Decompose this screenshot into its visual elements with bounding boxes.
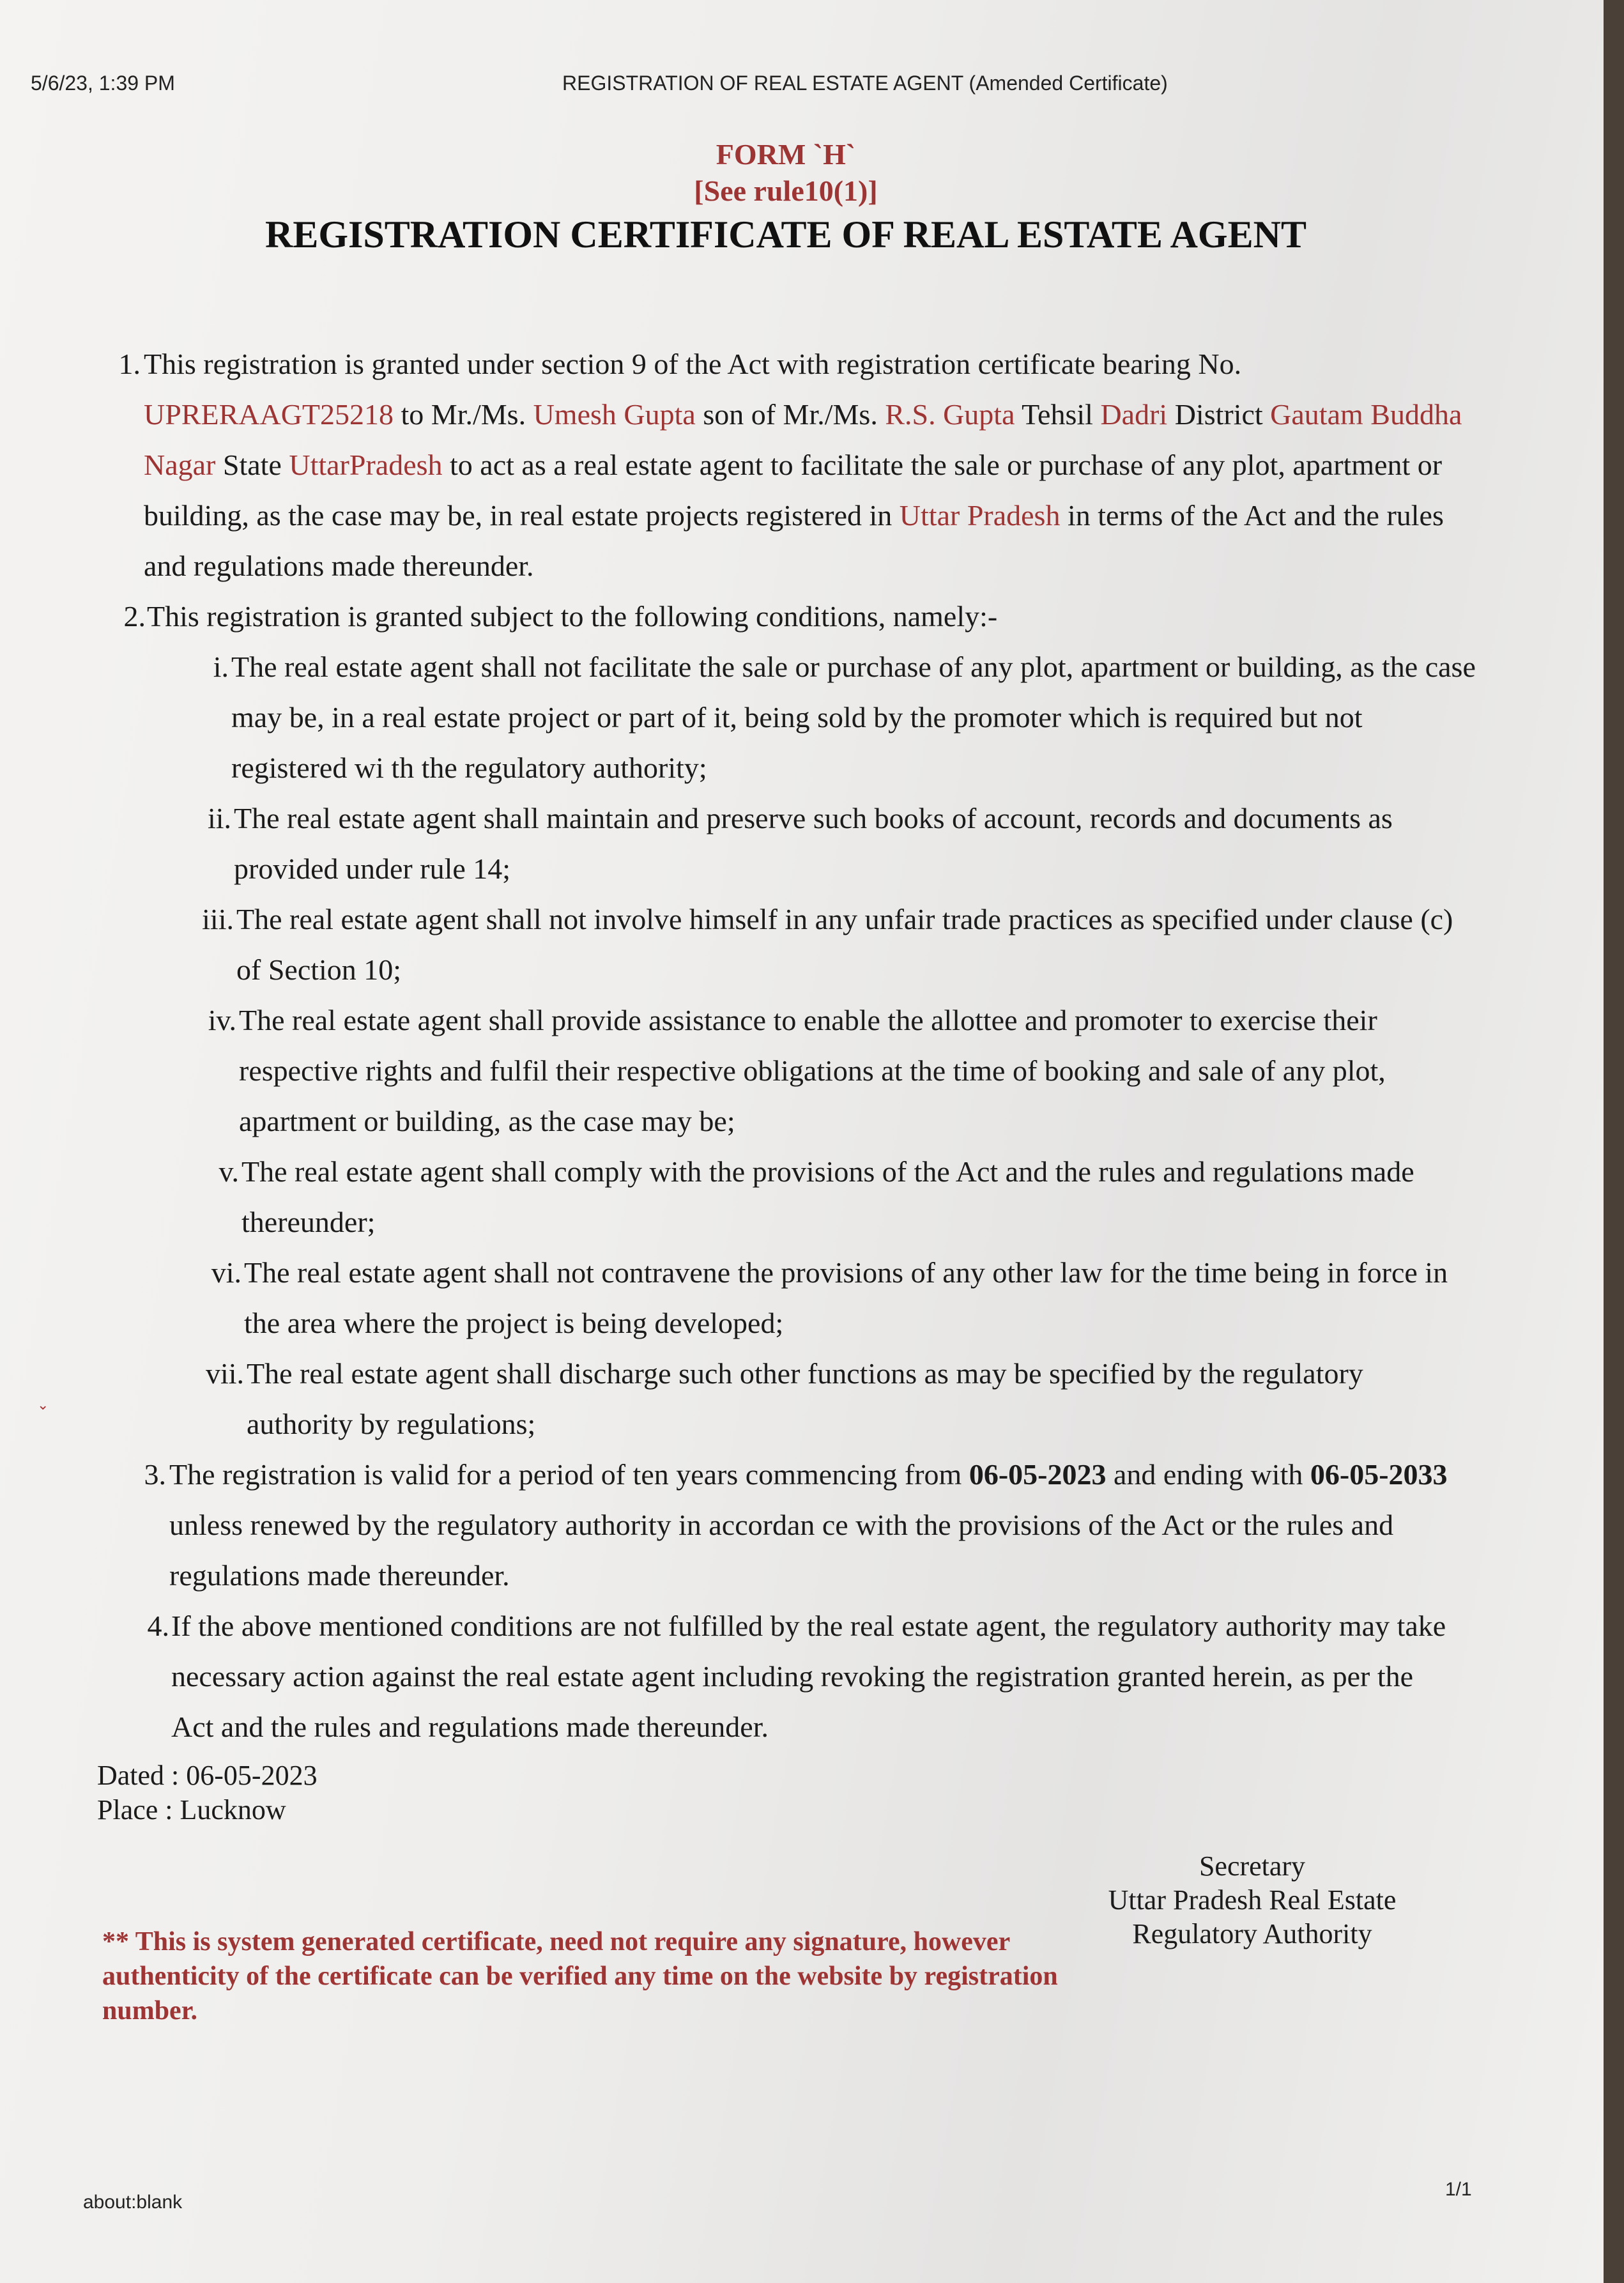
condition-item [0,642,1604,793]
date-place-block [97,1758,318,1827]
condition-text: The real estate agent shall not contravene the provisions of any other law for the time being in force in the area where the project is being developed; [244,1256,1448,1339]
condition-text: The real estate agent shall provide assistance to enable the allottee and promoter to exercise their respective rights and fulfil their respective obligations at the time of booking and sale of any plot, apartment or building, as the case may be; [239,1004,1386,1137]
condition-item [0,793,1604,894]
condition-number: iv. [208,1004,236,1036]
condition-item [0,1146,1604,1247]
condition-item [0,894,1604,995]
validity-start-date: 06-05-2023 [969,1458,1107,1491]
paragraph-text: If the above mentioned conditions are not fulfilled by the real estate agent, the regulatory authority may take necessary action against the real estate agent including revoking the registration granted herein, as per the Act and the rules and regulations made thereunder. [171,1610,1446,1743]
paragraph-number: 1. [118,348,141,380]
condition-number: vi. [211,1256,241,1289]
paragraph-number: 3. [144,1458,166,1491]
district: Gautam Buddha Nagar [144,398,1462,481]
print-datetime: 5/6/23, 1:39 PM [31,72,175,95]
paragraph-4 [0,1601,1604,1752]
text: This registration is granted under section 9 of the Act with registration certificate bearing No. [144,348,1242,380]
condition-text: The real estate agent shall discharge such other functions as may be specified by the regulatory authority by regulations; [247,1357,1363,1440]
print-url: about:blank [83,2192,183,2213]
text: to Mr./Ms. [394,398,533,431]
dated: Dated : 06-05-2023 [97,1760,318,1791]
project-state: Uttar Pradesh [899,499,1061,532]
signatory-block [1073,1849,1431,1951]
print-page-count: 1/1 [1445,2179,1472,2200]
condition-text: The real estate agent shall not involve himself in any unfair trade practices as specified under clause (c) of Section 10; [236,903,1453,986]
father-name: R.S. Gupta [885,398,1015,431]
text: Tehsil [1015,398,1101,431]
paragraph-number: 2. [123,600,146,633]
condition-item [0,1348,1604,1449]
print-page-title: REGISTRATION OF REAL ESTATE AGENT (Amended Certificate) [562,72,1168,95]
text: son of Mr./Ms. [695,398,885,431]
registration-number: UPRERAAGT25218 [144,398,394,431]
stray-mark: ⌄ [37,1397,49,1413]
condition-item [0,1247,1604,1348]
certificate-title: REGISTRATION CERTIFICATE OF REAL ESTATE AGENT [265,213,1306,256]
condition-number: v. [218,1155,239,1188]
text: unless renewed by the regulatory authority in accordan ce with the provisions of the Act or the rules and regulations made thereunder. [169,1509,1394,1592]
paragraph-1 [0,339,1604,591]
place: Place : Lucknow [97,1794,286,1826]
text: District [1167,398,1271,431]
paragraph-3 [0,1449,1604,1601]
certificate-body [0,339,1604,1752]
condition-text: The real estate agent shall maintain and preserve such books of account, records and documents as provided under rule 14; [234,802,1393,885]
paragraph-number: 4. [147,1610,169,1642]
agent-name: Umesh Gupta [533,398,696,431]
condition-number: i. [213,650,229,683]
form-label: FORM `H` [716,138,856,171]
paragraph-text: This registration is granted subject to the following conditions, namely:- [147,600,998,633]
paragraph-2 [0,591,1604,642]
validity-end-date: 06-05-2033 [1310,1458,1448,1491]
system-generated-note: ** This is system generated certificate, need not require any signature, however authenticity of the certificate can be verified any time on the website by registration number. [102,1927,1058,2025]
text: The registration is valid for a period of ten years commencing from [169,1458,969,1491]
rule-reference: [See rule10(1)] [694,174,878,207]
condition-text: The real estate agent shall comply with the provisions of the Act and the rules and regulations made thereunder; [241,1155,1414,1238]
signatory-org-line-2: Regulatory Authority [1132,1918,1372,1949]
signatory-org-line-1: Uttar Pradesh Real Estate [1108,1884,1397,1916]
condition-number: vii. [205,1357,244,1390]
text: and ending with [1106,1458,1310,1491]
text: in terms of the Act and the rules and regulations made thereunder. [144,499,1444,582]
text: State [215,449,289,481]
text: to act as a real estate agent to facilitate the sale or purchase of any plot, apartment or building, as the case may be, in real estate projects registered in [144,449,1443,532]
condition-number: ii. [207,802,231,834]
condition-item [0,995,1604,1146]
condition-text: The real estate agent shall not facilitate the sale or purchase of any plot, apartment or building, as the case may be, in a real estate project or part of it, being sold by the promoter which is required but not registered wi th the regulatory authority; [231,650,1476,784]
state: UttarPradesh [289,449,443,481]
tehsil: Dadri [1100,398,1168,431]
signatory-title: Secretary [1199,1850,1306,1882]
condition-number: iii. [202,903,234,935]
